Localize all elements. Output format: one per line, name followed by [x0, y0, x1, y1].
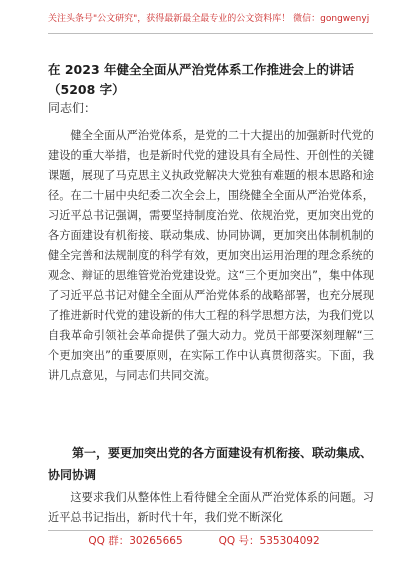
footer-qq-group: QQ 群：30265665 — [88, 535, 183, 547]
header-divider — [48, 33, 373, 34]
footer-qq-number: QQ 号：535304092 — [218, 535, 320, 547]
paragraph-section-1: 这要求我们从整体性上看待健全全面从严治党体系的问题。习近平总书记指出，新时代十年，我们党不断深化 — [48, 491, 374, 524]
title-line-wordcount: （5208 字） — [48, 82, 125, 97]
document-title — [48, 60, 378, 100]
footer-divider — [48, 530, 373, 531]
section-heading-1: 第一，要更加突出党的各方面建设有机衔接、联动集成、协同协调 — [48, 446, 373, 482]
greeting: 同志们： — [48, 101, 97, 115]
title-line-main: 在 2023 年健全全面从严治党体系工作推进会上的讲话 — [48, 62, 354, 77]
header-notice: 关注头条号"公文研究"，获得最新最全最专业的公文资料库！ 微信：gongwenyj — [48, 14, 370, 24]
paragraph-intro: 健全全面从严治党体系，是党的二十大提出的加强新时代党的建设的重大举措，也是新时代党的建设具有全局性、开创性的关键课题，展现了马克思主义执政党解决大党独有难题的根本思路和途径。在二十届中央纪委二次全会上，围绕健全全面从严治党体系，习近平总书记强调，需要坚持制度治党、依规治党，更加突出党的各方面建设有机衔接、联动集成、协同协调，更加突出体制机制的健全完善和法规制度的科学有效，更加突出运用治理的理念系统的观念、辩证的思维管党治党建设党。这“三个更加突出”，集中体现了习近平总书记对健全全面从严治党体系的战略部署，也充分展现了推进新时代党的建设新的伟大工程的科学思想方法，为我们党以自我革命引领社会革命提供了强大动力。党员干部要深刻理解“三个更加突出”的重要原则，在实际工作中认真贯彻落实。下面，我讲几点意见，与同志们共同交流。 — [48, 129, 374, 382]
footer-contact — [0, 534, 408, 548]
